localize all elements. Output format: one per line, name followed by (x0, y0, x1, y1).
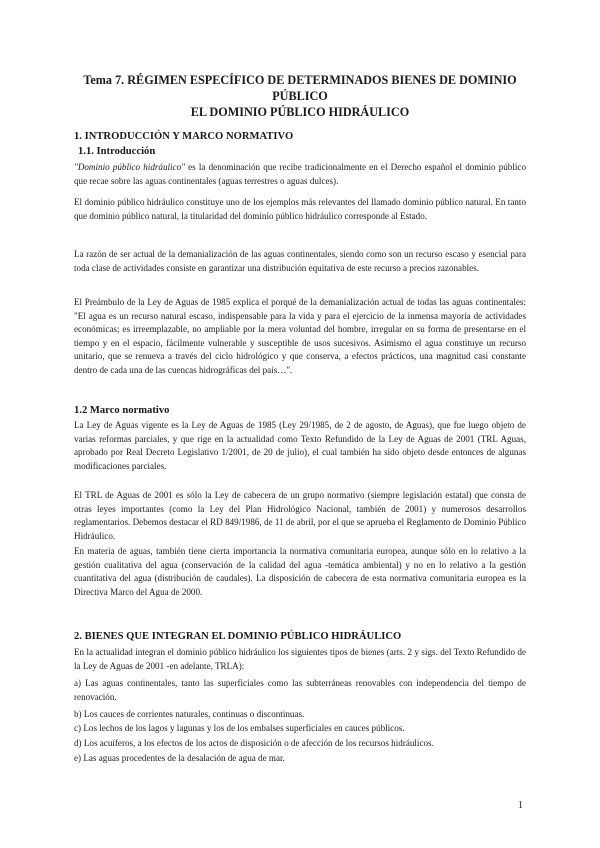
paragraph-2: El dominio público hidráulico constituye uno de los ejemplos más relevantes del llamado dominio público natural. En tanto que dominio público natural, la titularidad del dominio público hidráulico corresponde al Estado. (74, 197, 526, 221)
paragraph-6: El TRL de Aguas de 2001 es sólo la Ley de cabecera de un grupo normativo (siempre legislación estatal) que consta de otras leyes importantes (como la Ley del Plan Hidrológico Nacional, también de 2001) y numerosos desarrollos reglamentarios. Debemos destacar el RD 849/1986, de 11 de abril, por el que se aprueba el Reglamento de Dominio Público Hidráulico. (74, 490, 526, 541)
list-item-a: a) Las aguas continentales, tanto las superficiales como las subterráneas renovables con independencia del tiempo de renovación. (74, 678, 526, 702)
document-title: Tema 7. RÉGIMEN ESPECÍFICO DE DETERMINADOS BIENES DE DOMINIO PÚBLICO (83, 73, 517, 103)
list-item-c: c) Los lechos de los lagos y lagunas y los de los embalses superficiales en cauces públicos. (74, 723, 405, 733)
paragraph-4: El Preámbulo de la Ley de Aguas de 1985 explica el porqué de la demanialización actual de todas las aguas continentales: "El agua es un recurso natural escaso, indispensable para la vida y para el ejercicio de la inmensa mayoría de actividades económicas; es irreemplazable, no ampliable por la mera voluntad del hombre, irregular en su forma de presentarse en el tiempo y en el espacio, fácilmente vulnerable y susceptible de usos sucesivos. Asimismo el agua constituye un recurso unitario, que se renueva a través del ciclo hidrológico y que conserva, a efectos prácticos, una magnitud casi constante dentro de cada una de las cuencas hidrográficas del país…". (74, 297, 526, 375)
paragraph-5: La Ley de Aguas vigente es la Ley de Aguas de 1985 (Ley 29/1985, de 2 de agosto, de Aguas), que fue luego objeto de varias reformas parciales, y que rige en la actualidad como Texto Refundido de la Ley de Aguas de 2001 (TRL Aguas, aprobado por Real Decreto Legislativo 1/2001, de 20 de julio), el cual también ha sido objeto desde entonces de algunas modificaciones parciales. (74, 420, 526, 471)
page-number: 1 (518, 800, 523, 811)
list-item-b: b) Los cauces de corrientes naturales, continuas o discontinuas. (74, 709, 305, 719)
list-item-e: e) Las aguas procedentes de la desalación de agua de mar. (74, 753, 285, 763)
list-item-d: d) Los acuíferos, a los efectos de los actos de disposición o de afección de los recursos hidráulicos. (74, 738, 434, 748)
paragraph-1-text: es la denominación que recibe tradicionalmente en el Derecho español el dominio público que recae sobre las aguas continentales (aguas terrestres o aguas dulces). (74, 162, 526, 186)
italic-term: "Dominio público hidráulico" (74, 162, 185, 172)
paragraph-1 (74, 161, 526, 188)
paragraph-8: En la actualidad integran el dominio público hidráulico los siguientes tipos de bienes (arts. 2 y sigs. del Texto Refundido de la Ley de Aguas de 2001 -en adelante, TRLA): (74, 647, 526, 671)
document-subtitle: EL DOMINIO PÚBLICO HIDRÁULICO (190, 105, 410, 119)
subsection-heading-1-2: 1.2 Marco normativo (74, 405, 170, 416)
section-heading-2: 2. BIENES QUE INTEGRAN EL DOMINIO PÚBLICO HIDRÁULICO (74, 631, 402, 642)
subsection-heading-1-1: 1.1. Introducción (78, 146, 156, 157)
section-heading-1: 1. INTRODUCCIÓN Y MARCO NORMATIVO (74, 131, 294, 142)
paragraph-3: La razón de ser actual de la demanialización de las aguas continentales, siendo como son un recurso escaso y esencial para toda clase de actividades consiste en garantizar una distribución equitativa de este recurso a precios razonables. (74, 249, 526, 273)
paragraph-7: En materia de aguas, también tiene cierta importancia la normativa comunitaria europea, aunque sólo en lo relativo a la gestión cualitativa del agua (conservación de la calidad del agua -temática ambiental) y no en lo relativo a la gestión cuantitativa del agua (distribución de caudales). La disposición de cabecera de esta normativa comunitaria europea es la Directiva Marco del Agua de 2000. (74, 546, 526, 597)
